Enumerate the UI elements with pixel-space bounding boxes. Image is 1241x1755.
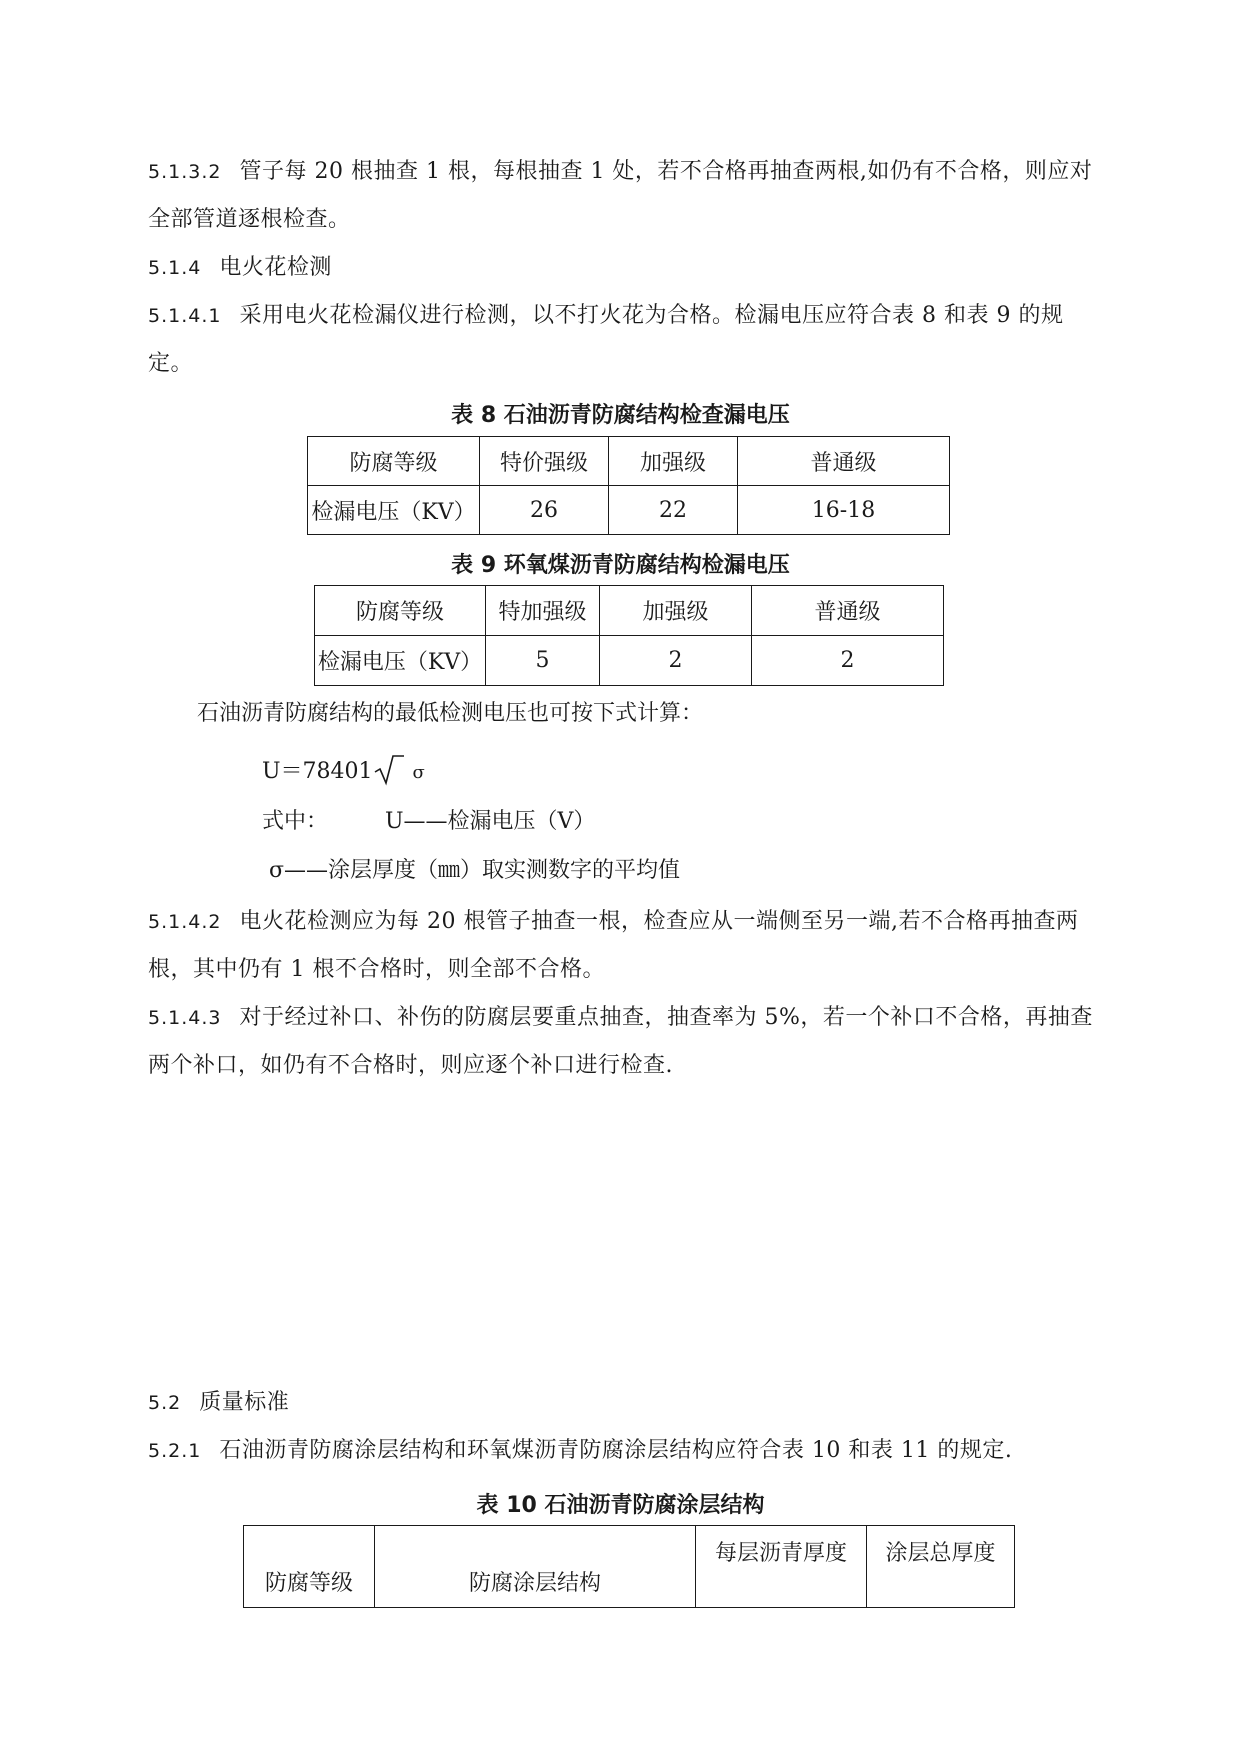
clause-number: 5.2.1 [148,1440,202,1462]
table-cell: 检漏电压（KV） [308,486,480,535]
table-header-row [308,437,950,486]
clause-text: 电火花检测应为每 20 根管子抽查一根，检查应从一端侧至另一端,若不合格再抽查两根，其中仍有 1 根不合格时，则全部不合格。 [148,909,1079,982]
table8 [307,436,950,535]
square-root-icon [373,752,405,786]
table-cell: 16-18 [738,486,950,535]
header-cell: 每层沥青厚度 [696,1526,867,1608]
section-title: 质量标准 [199,1390,290,1415]
table10-caption: 表 10 石油沥青防腐涂层结构 [476,1493,765,1518]
header-cell: 防腐等级 [308,437,480,486]
clause-text: 管子每 20 根抽查 1 根，每根抽查 1 处，若不合格再抽查两根,如仍有不合格，则应对全部管道逐根检查。 [148,159,1093,232]
header-cell: 防腐等级 [315,586,486,636]
clause-number: 5.1.4.3 [148,1007,222,1029]
clause-number: 5.1.3.2 [148,161,222,183]
table-cell: 22 [609,486,738,535]
table10 [243,1525,1015,1608]
formula-intro: 石油沥青防腐结构的最低检测电压也可按下式计算： [197,701,704,726]
clause-text: 对于经过补口、补伤的防腐层要重点抽查，抽查率为 5%，若一个补口不合格，再抽查两个补口，如仍有不合格时，则应逐个补口进行检查. [148,1005,1093,1078]
table-row [308,486,950,535]
header-cell: 普通级 [738,437,950,486]
table-header-row [244,1526,1015,1608]
table-cell: 5 [486,636,600,686]
clause-5-1-3-2 [148,148,1108,244]
header-cell: 普通级 [752,586,944,636]
table-row [315,636,944,686]
clause-number: 5.1.4.2 [148,911,222,933]
clause-5-1-4-3 [148,994,1108,1090]
table-header-row [315,586,944,636]
header-cell: 加强级 [609,437,738,486]
clause-5-2-1 [148,1427,1108,1475]
formula [262,752,425,790]
sigma-definition: σ——涂层厚度（㎜）取实测数字的平均值 [269,858,681,883]
where-label: 式中： [262,809,329,834]
clause-5-1-4-2 [148,898,1108,994]
header-cell: 防腐涂层结构 [375,1526,696,1608]
table8-caption: 表 8 石油沥青防腐结构检查漏电压 [451,403,790,428]
section-title: 电火花检测 [219,255,332,280]
section-5-2 [148,1379,1108,1427]
header-cell: 涂层总厚度 [867,1526,1015,1608]
clause-number: 5.1.4.1 [148,305,222,327]
table-cell: 检漏电压（KV） [315,636,486,686]
header-cell: 特加强级 [486,586,600,636]
header-cell: 加强级 [600,586,752,636]
formula-sigma: σ [412,762,425,783]
table-cell: 2 [600,636,752,686]
u-definition: U——检漏电压（V） [385,809,596,834]
header-cell: 特价强级 [480,437,609,486]
table-cell: 26 [480,486,609,535]
clause-text: 石油沥青防腐涂层结构和环氧煤沥青防腐涂层结构应符合表 10 和表 11 的规定. [219,1438,1013,1463]
clause-5-1-4-1 [148,292,1108,388]
header-cell: 防腐等级 [244,1526,375,1608]
section-number: 5.2 [148,1392,182,1414]
clause-text: 采用电火花检漏仪进行检测，以不打火花为合格。检漏电压应符合表 8 和表 9 的规定。 [148,303,1064,376]
table9 [314,585,944,686]
table9-caption: 表 9 环氧煤沥青防腐结构检漏电压 [451,553,790,578]
formula-lhs: U＝78401 [262,759,373,784]
table-cell: 2 [752,636,944,686]
section-number: 5.1.4 [148,257,202,279]
section-5-1-4 [148,244,1108,292]
